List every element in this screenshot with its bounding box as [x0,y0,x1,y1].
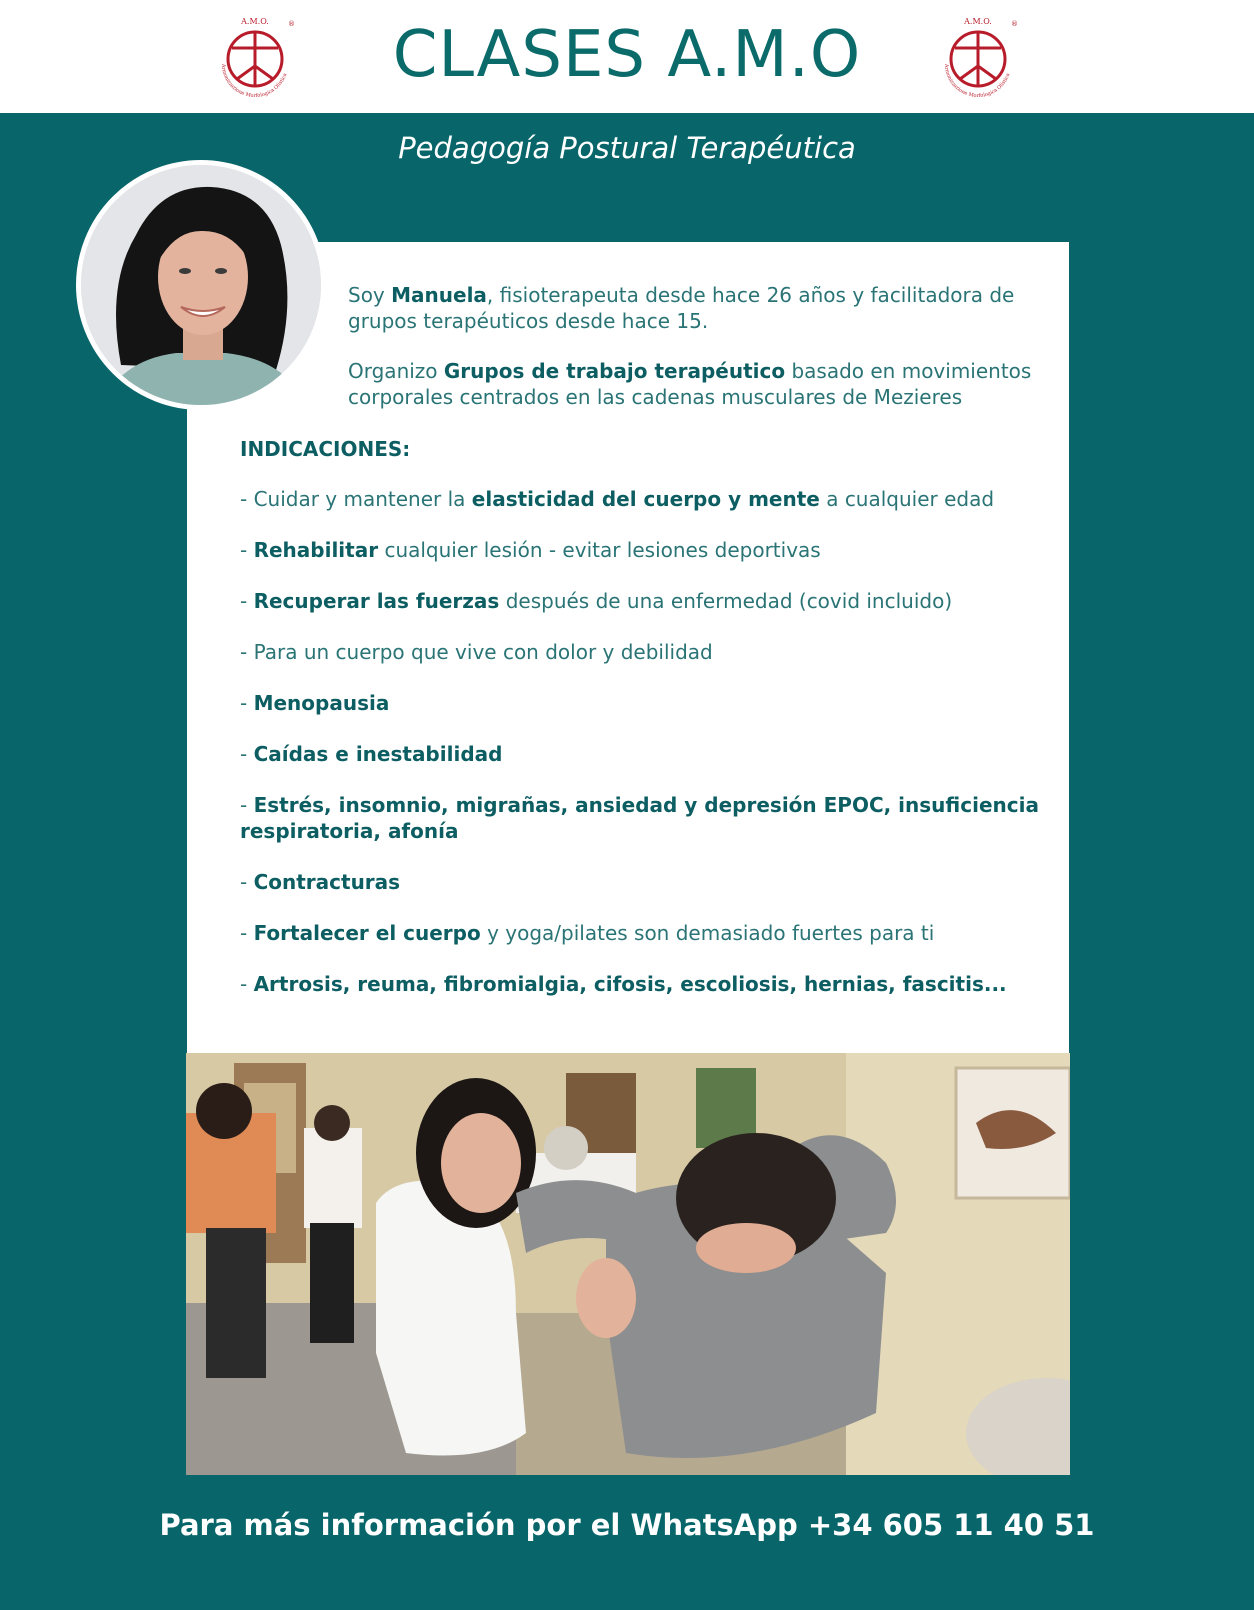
logo-ring-text: Armonizzazione Morfologica Olistica [219,63,289,100]
group-class-photo [186,1053,1070,1475]
page-title: CLASES A.M.O [392,18,862,92]
plain-text: cualquier lesión - evitar lesiones deportivas [378,538,821,562]
logo-top-text: A.M.O. [241,17,269,26]
indication-item [240,792,1040,844]
indication-item [240,588,1040,614]
emphasis-text: Contracturas [253,870,401,894]
contact-footer: Para más información por el WhatsApp +34 605 11 40 51 [159,1508,1095,1542]
header-bar [0,0,1254,113]
amo-logo [933,14,1023,104]
subtitle: Pedagogía Postural Terapéutica [398,131,856,165]
intro-paragraph [348,282,1048,334]
emphasis-text: Manuela [391,283,487,307]
plain-text: - [240,742,254,766]
plain-text: - [240,972,254,996]
plain-text: - [240,870,254,894]
emphasis-text: Artrosis, reuma, fibromialgia, cifosis, escoliosis, hernias, fascitis... [253,972,1007,996]
emphasis-text: Grupos de trabajo terapéutico [443,359,786,383]
emphasis-text: Rehabilitar [253,538,379,562]
emphasis-text: Menopausia [253,691,390,715]
plain-text: , fisioterapeuta desde hace 26 años y facilitadora de grupos terapéuticos desde hace 15. [348,283,1015,333]
indication-item [240,869,1040,895]
plain-text: a cualquier edad [819,487,995,511]
emphasis-text: elasticidad del cuerpo y mente [471,487,820,511]
emphasis-text: Caídas e inestabilidad [253,742,503,766]
intro-paragraph [348,358,1048,410]
plain-text: - Para un cuerpo que vive con dolor y debilidad [240,640,713,664]
indication-item [240,920,1040,946]
logo-ring-text: Armonizzazione Morfologica Olistica [942,63,1012,100]
indication-item [240,639,1040,665]
plain-text: - [240,589,254,613]
intro-text [348,282,1048,434]
indication-item [240,971,1040,997]
indications-list [240,436,1040,1022]
logo-registered-mark: ® [288,20,295,28]
plain-text: Soy [348,283,392,307]
emphasis-text: Fortalecer el cuerpo [253,921,481,945]
plain-text: y yoga/pilates son demasiado fuertes para ti [480,921,935,945]
plain-text: - [240,691,254,715]
logo-registered-mark: ® [1011,20,1018,28]
plain-text: Organizo [348,359,444,383]
indication-item [240,486,1040,512]
indications-heading: INDICACIONES: [240,437,411,461]
plain-text: - [240,921,254,945]
indication-item [240,537,1040,563]
emphasis-text: Estrés, insomnio, migrañas, ansiedad y depresión EPOC, insuficiencia respiratoria, afonía [240,793,1039,843]
logo-top-text: A.M.O. [964,17,992,26]
plain-text: - [240,793,254,817]
plain-text: después de una enfermedad (covid incluido) [499,589,953,613]
plain-text: - Cuidar y mantener la [240,487,472,511]
indication-item [240,741,1040,767]
plain-text: basado en movimientos corporales centrados en las cadenas musculares de Mezieres [348,359,1032,409]
plain-text: - [240,538,254,562]
indication-item [240,690,1040,716]
emphasis-text: Recuperar las fuerzas [253,589,500,613]
profile-photo [76,160,326,410]
